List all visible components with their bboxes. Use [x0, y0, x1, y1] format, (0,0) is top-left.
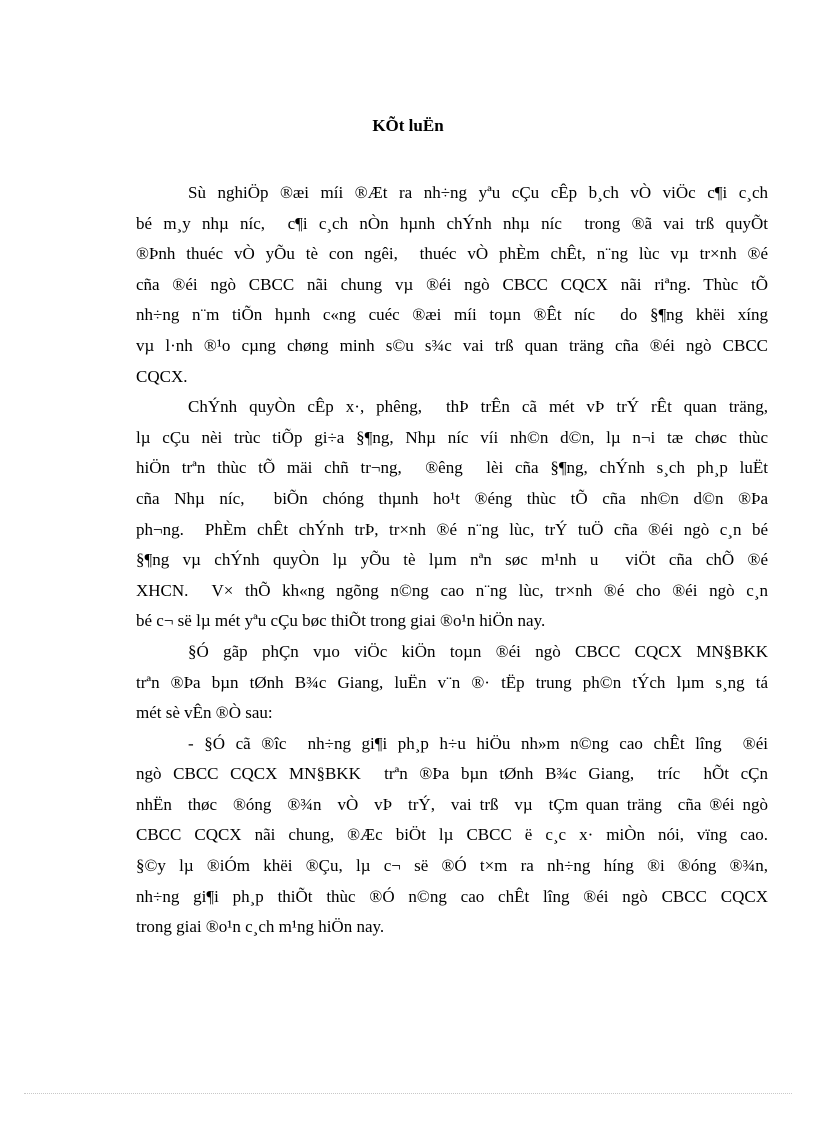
- text-line: vµ l·nh ®¹o cµng chøng minh s©u s¾c vai trß quan träng cña ®éi ngò CBCC: [136, 335, 768, 355]
- text-line: ®Þnh thuéc vÒ yÕu tè con ngêi, thuéc vÒ phÈm chÊt, n¨ng lùc vµ tr×nh ®é: [136, 244, 768, 264]
- text-line: §¶ng vµ chÝnh quyÒn lµ yÕu tè lµm nªn søc m¹nh u viÖt cña chÕ ®é: [136, 550, 768, 570]
- text-line: - §Ó cã ®îc nh÷ng gi¶i ph¸p h÷u hiÖu nh»m n©ng cao chÊt lîng ®éi: [188, 733, 768, 753]
- text-line: hiÖn trªn thùc tÕ mäi chñ tr¬ng, ®êng lèi cña §¶ng, chÝnh s¸ch ph¸p luËt: [136, 458, 768, 478]
- text-line: CBCC CQCX nãi chung, ®Æc biÖt lµ CBCC ë c¸c x· miÒn nói, vïng cao.: [136, 825, 768, 845]
- text-line: ChÝnh quyÒn cÊp x·, phêng, thÞ trÊn cã mét vÞ trÝ rÊt quan träng,: [188, 397, 768, 417]
- text-line: Sù nghiÖp ®æi míi ®Æt ra nh÷ng yªu cÇu cÊp b¸ch vÒ viÖc c¶i c¸ch: [188, 183, 768, 202]
- text-line: trong giai ®o¹n c¸ch m¹ng hiÖn nay.: [136, 917, 385, 937]
- text-line: CQCX.: [136, 366, 188, 386]
- page-bottom-rule: [24, 1093, 792, 1094]
- text-line: ph¬ng. PhÈm chÊt chÝnh trÞ, tr×nh ®é n¨ng lùc, trÝ tuÖ cña ®éi ngò c¸n bé: [136, 519, 768, 539]
- text-line: cña Nhµ níc, biÕn chóng thµnh ho¹t ®éng thùc tÕ cña nh©n d©n ®Þa: [136, 488, 768, 508]
- text-line: trªn ®Þa bµn tØnh B¾c Giang, luËn v¨n ®· tËp trung ph©n tÝch lµm s¸ng tá: [136, 672, 768, 692]
- body-text: [136, 178, 768, 943]
- text-line: mét sè vÊn ®Ò sau:: [136, 703, 273, 723]
- text-line: nhËn thøc ®óng ®¾n vÒ vÞ trÝ, vai trß vµ tÇm quan träng cña ®éi ngò: [136, 794, 768, 814]
- text-line: XHCN. V× thÕ kh«ng ngõng n©ng cao n¨ng lùc, tr×nh ®é cho ®éi ngò c¸n: [136, 580, 768, 600]
- text-line: lµ cÇu nèi trùc tiÕp gi÷a §¶ng, Nhµ níc víi nh©n d©n, lµ n¬i tæ chøc thùc: [136, 427, 768, 447]
- text-line: §©y lµ ®iÓm khëi ®Çu, lµ c¬ së ®Ó t×m ra nh÷ng híng ®i ®óng ®¾n,: [136, 856, 768, 876]
- text-line: bé m¸y nhµ níc, c¶i c¸ch nÒn hµnh chÝnh nhµ níc trong ®ã vai trß quyÕt: [136, 213, 768, 233]
- text-line: nh÷ng n¨m tiÕn hµnh c«ng cuéc ®æi míi toµn ®Êt níc do §¶ng khëi xíng: [136, 305, 768, 325]
- page-title: KÕt luËn: [372, 116, 444, 135]
- text-line: §Ó gãp phÇn vµo viÖc kiÖn toµn ®éi ngò CBCC CQCX MN§BKK: [188, 641, 768, 661]
- text-line: ngò CBCC CQCX MN§BKK trªn ®Þa bµn tØnh B¾c Giang, tríc hÕt cÇn: [136, 764, 768, 784]
- text-line: nh÷ng gi¶i ph¸p thiÕt thùc ®Ó n©ng cao chÊt lîng ®éi ngò CBCC CQCX: [136, 886, 768, 906]
- text-line: cña ®éi ngò CBCC nãi chung vµ ®éi ngò CBCC CQCX nãi riªng. Thùc tÕ: [136, 274, 768, 294]
- text-line: bé c¬ së lµ mét yªu cÇu bøc thiÕt trong giai ®o¹n hiÖn nay.: [136, 611, 546, 631]
